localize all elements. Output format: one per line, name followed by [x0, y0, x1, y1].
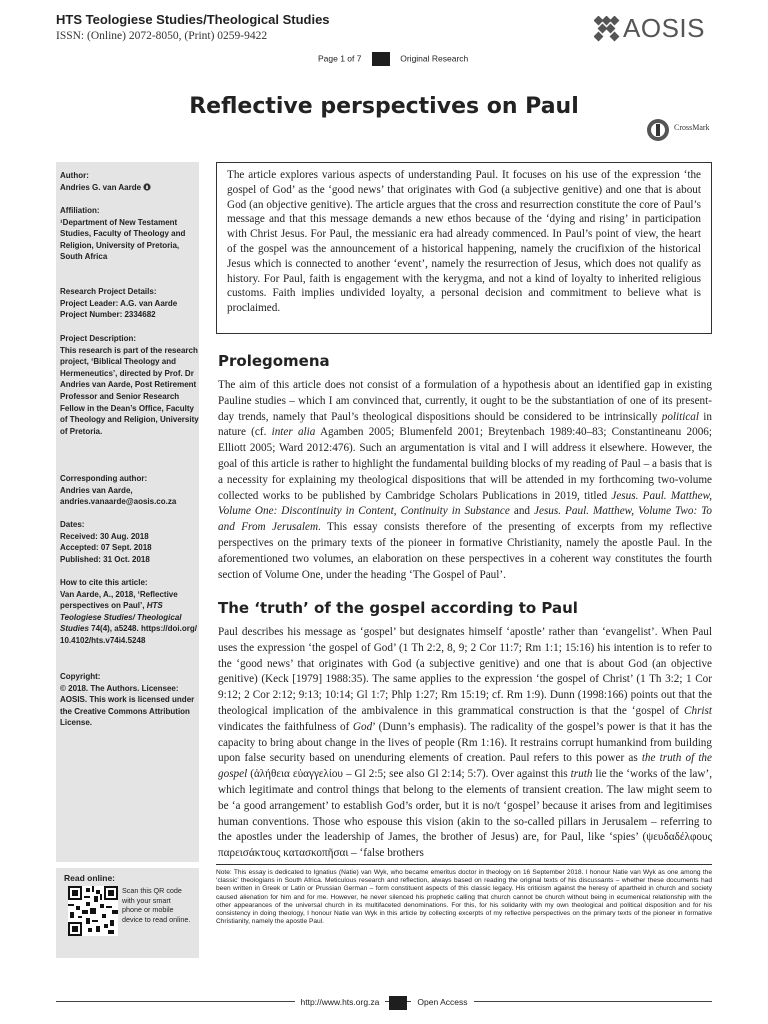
- footer-access: Open Access: [411, 997, 473, 1007]
- crossmark-badge[interactable]: [646, 118, 718, 144]
- description-label: Project Description:: [60, 334, 137, 343]
- footer: [0, 996, 768, 1010]
- dedication-note: Note: This essay is dedicated to Ignatius (Natie) van Wyk, who became emeritus doctor in theology on 16 September 2018. I honour Natie van Wyk as one among the ‘classic’ theologians in South Africa. Meticulous research and reflection, always based on reading the original texts of his discussants – whether these documents had been written in Greek or Latin or Prussian German – form constituent aspects of this classic legacy. His criticism against the heresy of apartheid in church and society caused alienation for him and for me. However, he never silenced his prophetic calling that church cannot be church without being in ecumenical relationship with the other appearances of the universal church in its multifaceted denominations. For this, for his solidarity with my own theological and political disposition and for his consistency in doing theology, I honour Natie van Wyk in this article by collecting excerpts of my reflective perspectives on the primary texts of the pioneer in formative Christianity, namely the apostle Paul.: [216, 864, 712, 926]
- publisher-logo: AOSIS: [623, 13, 705, 43]
- date-received: Received: 30 Aug. 2018: [60, 531, 149, 541]
- page-number: Page 1 of 7: [318, 53, 362, 64]
- copyright-block: [60, 671, 200, 729]
- author-name: Andries G. van Aarde: [60, 182, 142, 192]
- corresponding-name: Andries van Aarde,: [60, 485, 133, 495]
- dates-label: Dates:: [60, 520, 85, 529]
- dates-block: [60, 519, 200, 565]
- copyright-text: © 2018. The Authors. Licensee: AOSIS. This work is licensed under the Creative Commons Attribution License.: [60, 683, 195, 728]
- corresponding-block: [60, 473, 200, 508]
- prolegomena-paragraph: The aim of this article does not consist of a formulation of a hypothesis about an identified gap in existing Pauline studies – which I am convinced that, currently, it ought to be the substantiation of one of its present-day trends, namely that Paul’s theological dispositions should be considered to be intrinsically political in nature (cf. inter alia Agamben 2005; Blumenfeld 2001; Breytenbach 1989:40–83; Constantineanu 2006; Elliott 2005; Ward 2012:476). Such an argumentation is vital and I will address it elsewhere. However, the goal of this article is rather to highlight the fundamental building blocks of my reading of Paul – a basis that is a necessity for explaining my theological dispositions that will be attended in my forthcoming two-volume collected works to be published by Cambridge Scholars Publications in 2019, titled Jesus. Paul. Matthew, Volume One: Discontinuity in Content, Continuity in Substance and Jesus. Paul. Matthew, Volume Two: To and From Jerusalem. This essay consists therefore of the presenting of excerpts from my reflective perspectives on the primary texts of the pioneer in formative Christianity, namely the apostle Paul. In the aforementioned two volumes, an elaboration on these perspectives in a coherent way constitutes the fourth section of Volume One, under the heading ‘The Gospel of Paul’.: [218, 379, 713, 581]
- section-heading-prolegomena: Prolegomena: [218, 352, 330, 370]
- abstract: The article explores various aspects of understanding Paul. It focuses on his use of the expression ‘the gospel of God’ as the ‘good news’ that originates with God (a subjective genitive) and one that is about God (an objective genitive). The article argues that the cross and resurrection constitute the core of Paul’s message and that this message demands a new ethos because of the ‘dying and rising’ in participation with Christ Jesus. For Paul, the messianic era had already commenced. In Paul’s point of view, the heart of the gospel was the announcement of a historical happening, namely the crucifixion of the historical Jesus which is connected to another ‘event’, namely the resurrection of Jesus, which does not qualify as history. For Paul, faith is engagement with the kerygma, and not a kind of loyalty to inherited religious customs. Faith implies undivided loyalty, a personal decision and commitment to believe what is proclaimed.: [216, 162, 712, 334]
- author-label: Author:: [60, 171, 89, 180]
- affiliation-block: [60, 205, 200, 263]
- orcid-icon[interactable]: [143, 183, 151, 191]
- cite-part-b[interactable]: 74(4), a5248. https://doi.org/ 10.4102/hts.v74i4.5248: [60, 624, 197, 645]
- qr-code-icon[interactable]: [68, 886, 118, 936]
- research-block: [60, 286, 200, 321]
- corresponding-label: Corresponding author:: [60, 474, 148, 483]
- crossmark-label: CrossMark: [674, 123, 710, 132]
- description-text: This research is part of the research project, ‘Biblical Theology and Hermeneutics’, directed by Prof. Dr Andries van Aarde, Post Retirement Professor and Senior Research Fellow in the Dean’s Office, Faculty of Theology and Religion, University of Pretoria.: [60, 345, 199, 436]
- affiliation-text: ¹Department of New Testament Studies, Faculty of Theology and Religion, University of Pretoria, South Africa: [60, 217, 186, 262]
- project-leader: Project Leader: A.G. van Aarde: [60, 298, 178, 308]
- read-online-label: Read online:: [64, 873, 116, 883]
- copyright-label: Copyright:: [60, 672, 101, 681]
- footer-url[interactable]: http://www.hts.org.za: [295, 997, 386, 1007]
- section-heading-truth-of-gospel: The ‘truth’ of the gospel according to Paul: [218, 599, 578, 617]
- article-type: Original Research: [400, 53, 469, 64]
- issn: ISSN: (Online) 2072-8050, (Print) 0259-9422: [56, 30, 268, 42]
- read-online-text: Scan this QR code with your smart phone or mobile device to read online.: [122, 886, 191, 924]
- research-label: Research Project Details:: [60, 287, 157, 296]
- page-bar: [318, 52, 468, 66]
- description-block: [60, 333, 200, 437]
- crossmark-icon: [646, 118, 670, 142]
- date-accepted: Accepted: 07 Sept. 2018: [60, 543, 152, 553]
- affiliation-label: Affiliation:: [60, 206, 100, 215]
- cite-block: [60, 577, 200, 647]
- cite-label: How to cite this article:: [60, 578, 148, 587]
- article-title: Reflective perspectives on Paul: [189, 94, 579, 119]
- aosis-logo-icon: [594, 16, 620, 42]
- journal-title: HTS Teologiese Studies/Theological Studies: [56, 12, 330, 27]
- truth-of-gospel-paragraph: Paul describes his message as ‘gospel’ but designates himself ‘apostle’ rather than ‘evangelist’. When Paul uses the expression ‘the gospel of God’ (1 Th 2:2, 8, 9; 2 Cor 11:7; Rm 1:1; 15:16) his intention is to refer to the ‘good news’ that originates with God (a subjective genitive) and one that is about God (an objective genitive) (Keck [1979] 1988:35). The same applies to the expression ‘the gospel of Christ’ (1 Th 3:2; 1 Cor 9:12; 2 Cor 2:12; 9:13; 10:14; Gl 1:7; Phlp 1:27; Rm 15:19; cf. Rm 1:9). Dunn (1998:166) points out that the theological implication of the ambivalence in this grammatical construction is that the ‘gospel of Christ vindicates the faithfulness of God’ (Dunn’s emphasis). The radicality of the gospel’s power is that it has the capacity to bring about change in the lives of people (Rm 1:16). It restrains corrupt humankind from building upon false security based on unenduring elements of creation. Paul refers to this power as the truth of the gospel (ἀλήθεια εὐαγγελίου – Gl 2:5; see also Gl 2:14; 5:7). Over against this truth lie the ‘works of the law’, which legitimate and control things that belong to the elements of transient creation. The law might seem to be ‘a good arrangement’ to establish God’s order, but it is no/t ‘gospel’ because it arises from and legitimises human conventions. Those who espouse this vision (akin to the so-called pillars in Jerusalem – referring to the apostles under the leadership of James, the brother of Jesus) are, for Paul, like ‘spies’ (ψευδαδέλφους παρεισάκτους κατασκοπῆσαι – ‘false brothers: [218, 626, 712, 860]
- date-published: Published: 31 Oct. 2018: [60, 554, 150, 564]
- cite-part-a: Van Aarde, A., 2018, ‘Reflective perspectives on Paul’,: [60, 589, 178, 611]
- corresponding-email[interactable]: andries.vanaarde@aosis.co.za: [60, 497, 177, 507]
- sidebar: [56, 162, 199, 862]
- project-number: Project Number: 2334682: [60, 310, 156, 320]
- cite-journal: HTS Teologiese Studies/ Theological Studies: [60, 601, 182, 634]
- separator-block: [389, 996, 407, 1010]
- separator-block: [372, 52, 390, 66]
- author-block: [60, 170, 200, 193]
